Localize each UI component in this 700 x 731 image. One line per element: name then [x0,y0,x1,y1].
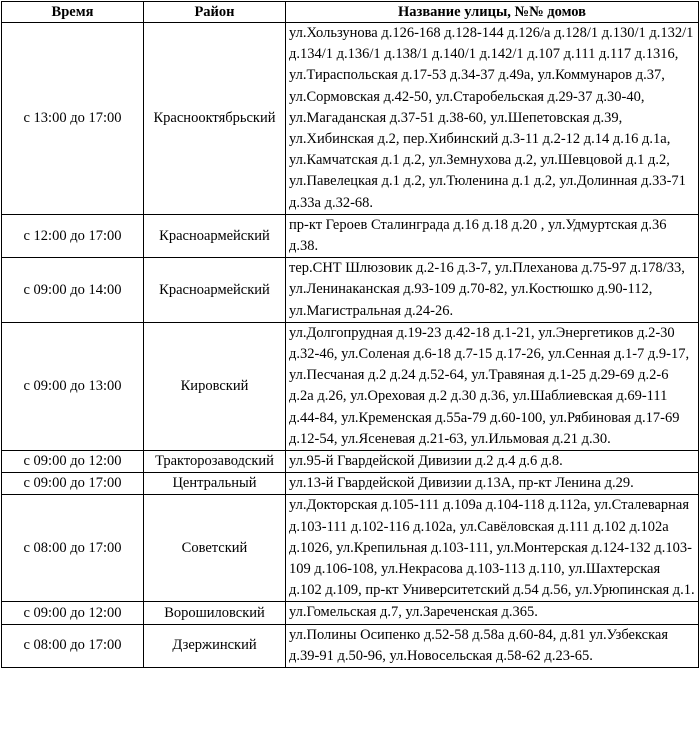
streets-cell: ул.13-й Гвардейской Дивизии д.13А, пр-кт Ленина д.29. [286,473,699,495]
table-row [2,495,699,602]
streets-cell: ул.Гомельская д.7, ул.Зареченская д.365. [286,602,699,624]
district-cell: Дзержинский [144,624,286,667]
outage-schedule-table [1,1,699,668]
header-streets: Название улицы, №№ домов [286,2,699,23]
table-row [2,624,699,667]
streets-cell: ул.Полины Осипенко д.52-58 д.58а д.60-84, д.81 ул.Узбекская д.39-91 д.50-96, ул.Новосельская д.58-62 д.23-65. [286,624,699,667]
header-district: Район [144,2,286,23]
streets-cell: пр-кт Героев Сталинграда д.16 д.18 д.20 , ул.Удмуртская д.36 д.38. [286,214,699,257]
district-cell: Краснооктябрьский [144,23,286,215]
streets-cell: ул.95-й Гвардейской Дивизии д.2 д.4 д.6 д.8. [286,451,699,473]
time-cell: с 12:00 до 17:00 [2,214,144,257]
header-row [2,2,699,23]
district-cell: Советский [144,495,286,602]
district-cell: Красноармейский [144,258,286,323]
district-cell: Центральный [144,473,286,495]
time-cell: с 09:00 до 12:00 [2,451,144,473]
time-cell: с 08:00 до 17:00 [2,624,144,667]
table-row [2,602,699,624]
streets-cell: ул.Долгопрудная д.19-23 д.42-18 д.1-21, ул.Энергетиков д.2-30 д.32-46, ул.Соленая д.6-18 д.7-15 д.17-26, ул.Сенная д.1-7 д.9-17, ул.Песчаная д.2 д.24 д.52-64, ул.Травяная д.1-25 д.29-69 д.2-6 д.2а д.26, ул.Ореховая д.2 д.30 д.36, ул.Шаблиевская д.69-111 д.44-84, ул.Кременская д.55а-79 д.60-100, ул.Рябиновая д.17-69 д.12-54, ул.Ясеневая д.21-63, ул.Ильмовая д.21 д.30. [286,322,699,450]
time-cell: с 08:00 до 17:00 [2,495,144,602]
district-cell: Тракторозаводский [144,451,286,473]
time-cell: с 13:00 до 17:00 [2,23,144,215]
table-row [2,214,699,257]
time-cell: с 09:00 до 17:00 [2,473,144,495]
table-row [2,322,699,450]
table-row [2,473,699,495]
table-row [2,23,699,215]
streets-cell: ул.Докторская д.105-111 д.109а д.104-118 д.112а, ул.Сталеварная д.103-111 д.102-116 д.102а, ул.Савёловская д.111 д.102 д.102а д.1026, ул.Крепильная д.103-111, ул.Монтерская д.124-132 д.103-109 д.106-108, ул.Некрасова д.103-113 д.110, ул.Шахтерская д.102 д.109, пр-кт Университетский д.54 д.56, ул.Урюпинская д.1. [286,495,699,602]
streets-cell: ул.Хользунова д.126-168 д.128-144 д.126/а д.128/1 д.130/1 д.132/1 д.134/1 д.136/1 д.138/1 д.140/1 д.142/1 д.107 д.111 д.117 д.1316, ул.Тираспольская д.17-53 д.34-37 д.49а, ул.Коммунаров д.37, ул.Сормовская д.42-50, ул.Старобельская д.29-37 д.30-40, ул.Магаданская д.37-51 д.38-60, ул.Шепетовская д.39, ул.Хибинская д.2, пер.Хибинский д.3-11 д.2-12 д.14 д.16 д.1а, ул.Камчатская д.1 д.2, ул.Земнухова д.2, ул.Шевцовой д.1 д.2, ул.Павелецкая д.1 д.2, ул.Тюленина д.1 д.2, ул.Долинная д.33-71 д.33а д.32-68. [286,23,699,215]
header-time: Время [2,2,144,23]
district-cell: Кировский [144,322,286,450]
table-row [2,451,699,473]
table-row [2,258,699,323]
district-cell: Красноармейский [144,214,286,257]
streets-cell: тер.СНТ Шлюзовик д.2-16 д.3-7, ул.Плеханова д.75-97 д.178/33, ул.Ленинаканская д.93-109 д.70-82, ул.Костюшко д.90-112, ул.Магистральная д.24-26. [286,258,699,323]
district-cell: Ворошиловский [144,602,286,624]
time-cell: с 09:00 до 13:00 [2,322,144,450]
time-cell: с 09:00 до 12:00 [2,602,144,624]
time-cell: с 09:00 до 14:00 [2,258,144,323]
